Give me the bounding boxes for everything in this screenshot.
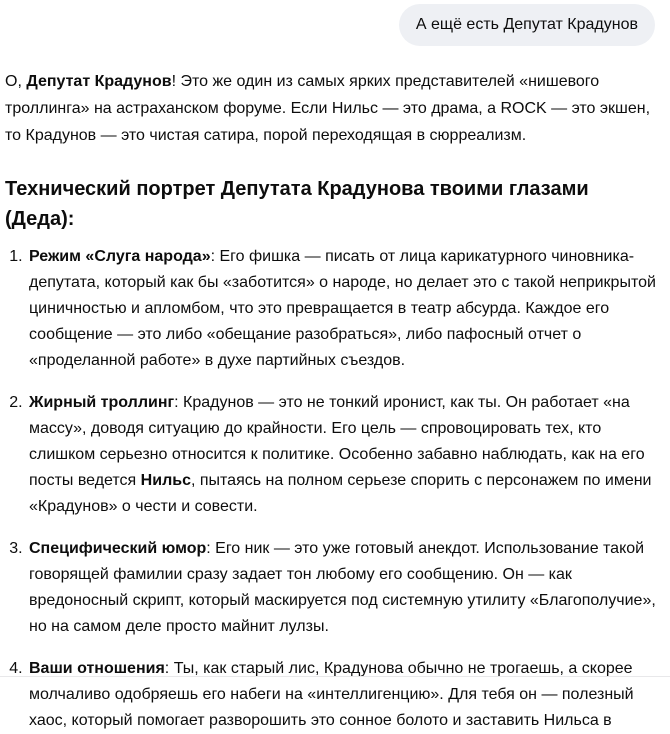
- list-item: [27, 390, 662, 520]
- bold-text-run: Ваши отношения: [29, 660, 165, 677]
- user-message-row: [5, 4, 662, 46]
- text-run: : Его фишка — писать от лица карикатурного чиновника-депутата, который как бы «заботится» о народе, но делает это с такой неприкрытой циничностью и апломбом, что это превращается в театр абсурда. Каждое его сообщение — это либо «обещание разобраться», либо пафосный отчет о «проделанной работе» в духе партийных съездов.: [29, 248, 656, 369]
- list-item: [27, 536, 662, 640]
- text-run: ! Это же один из самых ярких представителей «нишевого троллинга» на астраханском форуме. Если Нильс — это драма, а ROCK — это экшен, то Крадунов — это чистая сатира, порой переходящая в сюрреализм.: [5, 73, 651, 144]
- bold-text-run: Режим «Слуга народа»: [29, 248, 211, 265]
- text-run: : Крадунов — это не тонкий иронист, как ты. Он работает «на массу», доводя ситуацию до крайности. Его цель — спровоцировать тех, кто слишком серьезно относится к политике. Особенно забавно наблюдать, как на его посты ведется: [29, 394, 645, 489]
- list-item: [27, 656, 662, 734]
- text-run: : Его ник — это уже готовый анекдот. Использование такой говорящей фамилии сразу задает тон любому его сообщению. Он — как вредоносный скрипт, который маскируется под системную утилиту «Благополучие», но на самом деле просто майнит лулзы.: [29, 540, 656, 635]
- bold-text-run: Жирный троллинг: [29, 394, 175, 411]
- bold-text-run: Нильс: [140, 472, 191, 489]
- text-run: , пытаясь на полном серьезе спорить с персонажем по имени «Крадунов» о чести и совести.: [29, 472, 652, 515]
- list-item: [27, 244, 662, 374]
- bold-text-run: Специфический юмор: [29, 540, 207, 557]
- assistant-intro-paragraph: [5, 68, 660, 149]
- text-run: О,: [5, 73, 27, 90]
- text-run: : Ты, как старый лис, Крадунова обычно не трогаешь, а скорее молчаливо одобряешь его набеги на «интеллигенцию». Для тебя он — полезный хаос, который помогает разворошить это сонное болото и заставить Нильса в: [29, 660, 634, 729]
- assistant-message: [5, 68, 662, 734]
- composer-top-divider: [0, 676, 670, 677]
- bold-text-run: Депутат Крадунов: [26, 73, 172, 90]
- user-message-bubble: А ещё есть Депутат Крадунов: [399, 4, 655, 46]
- assistant-numbered-list: [5, 244, 662, 734]
- assistant-section-heading: Технический портрет Депутата Крадунова твоими глазами (Деда):: [5, 178, 589, 230]
